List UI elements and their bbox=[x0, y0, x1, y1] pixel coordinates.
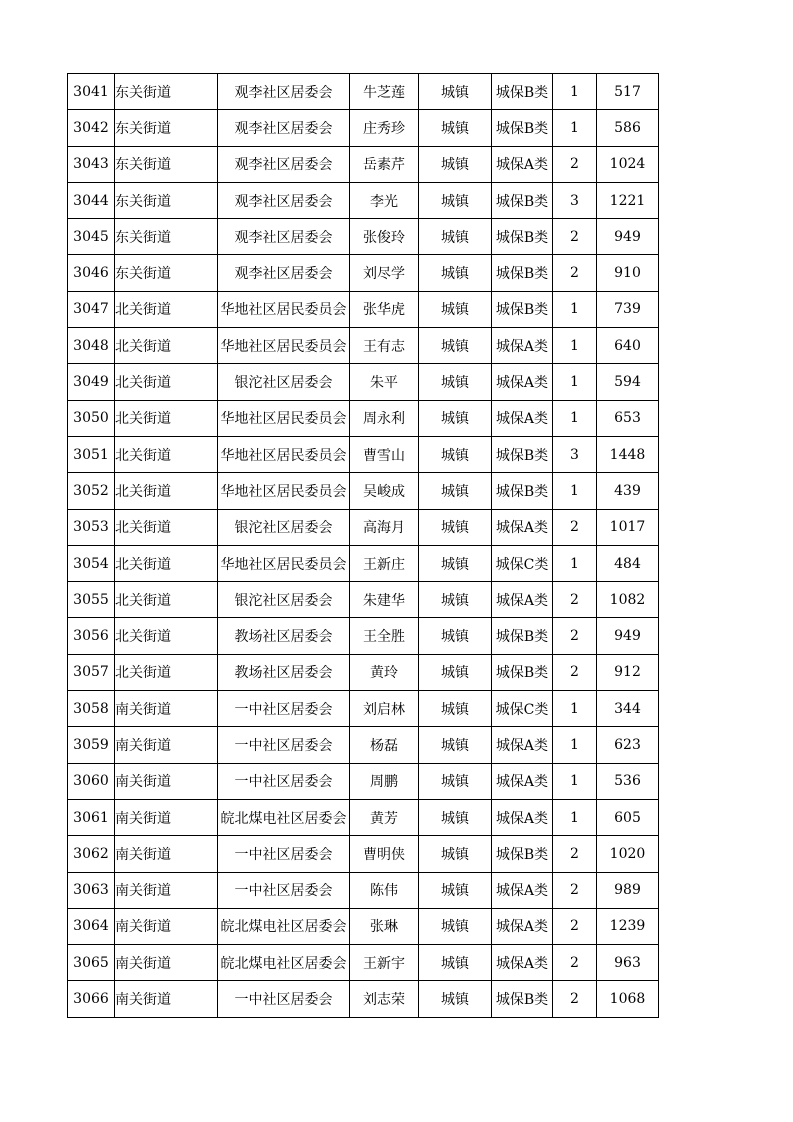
record-id-cell: 3058 bbox=[68, 691, 115, 727]
household-type-cell: 城镇 bbox=[419, 364, 492, 400]
record-id-cell: 3055 bbox=[68, 582, 115, 618]
community-cell: 观李社区居委会 bbox=[218, 74, 350, 110]
community-cell: 银沱社区居委会 bbox=[218, 509, 350, 545]
person-count-cell: 2 bbox=[553, 872, 597, 908]
category-cell: 城保B类 bbox=[492, 291, 553, 327]
street-cell: 南关街道 bbox=[115, 981, 218, 1017]
category-cell: 城保B类 bbox=[492, 618, 553, 654]
name-cell: 周鹏 bbox=[350, 763, 419, 799]
record-id-cell: 3062 bbox=[68, 836, 115, 872]
street-cell: 北关街道 bbox=[115, 400, 218, 436]
amount-cell: 536 bbox=[597, 763, 659, 799]
person-count-cell: 1 bbox=[553, 691, 597, 727]
community-cell: 华地社区居民委员会 bbox=[218, 473, 350, 509]
name-cell: 李光 bbox=[350, 182, 419, 218]
person-count-cell: 2 bbox=[553, 618, 597, 654]
record-id-cell: 3063 bbox=[68, 872, 115, 908]
category-cell: 城保B类 bbox=[492, 654, 553, 690]
amount-cell: 949 bbox=[597, 618, 659, 654]
person-count-cell: 2 bbox=[553, 945, 597, 981]
street-cell: 南关街道 bbox=[115, 763, 218, 799]
amount-cell: 640 bbox=[597, 328, 659, 364]
amount-cell: 653 bbox=[597, 400, 659, 436]
name-cell: 刘尽学 bbox=[350, 255, 419, 291]
table-row bbox=[68, 364, 659, 400]
table-row bbox=[68, 945, 659, 981]
community-cell: 一中社区居委会 bbox=[218, 691, 350, 727]
household-type-cell: 城镇 bbox=[419, 328, 492, 364]
name-cell: 朱平 bbox=[350, 364, 419, 400]
record-id-cell: 3066 bbox=[68, 981, 115, 1017]
amount-cell: 1082 bbox=[597, 582, 659, 618]
table-row bbox=[68, 74, 659, 110]
amount-cell: 1239 bbox=[597, 908, 659, 944]
household-type-cell: 城镇 bbox=[419, 945, 492, 981]
category-cell: 城保B类 bbox=[492, 219, 553, 255]
record-id-cell: 3054 bbox=[68, 545, 115, 581]
street-cell: 东关街道 bbox=[115, 182, 218, 218]
street-cell: 北关街道 bbox=[115, 473, 218, 509]
person-count-cell: 1 bbox=[553, 328, 597, 364]
name-cell: 刘启林 bbox=[350, 691, 419, 727]
household-type-cell: 城镇 bbox=[419, 291, 492, 327]
category-cell: 城保A类 bbox=[492, 872, 553, 908]
category-cell: 城保A类 bbox=[492, 727, 553, 763]
record-id-cell: 3050 bbox=[68, 400, 115, 436]
person-count-cell: 2 bbox=[553, 836, 597, 872]
category-cell: 城保A类 bbox=[492, 945, 553, 981]
community-cell: 一中社区居委会 bbox=[218, 872, 350, 908]
person-count-cell: 1 bbox=[553, 799, 597, 835]
household-type-cell: 城镇 bbox=[419, 654, 492, 690]
person-count-cell: 3 bbox=[553, 182, 597, 218]
table-row bbox=[68, 727, 659, 763]
person-count-cell: 2 bbox=[553, 146, 597, 182]
amount-cell: 963 bbox=[597, 945, 659, 981]
household-type-cell: 城镇 bbox=[419, 255, 492, 291]
street-cell: 南关街道 bbox=[115, 872, 218, 908]
person-count-cell: 1 bbox=[553, 291, 597, 327]
street-cell: 东关街道 bbox=[115, 110, 218, 146]
category-cell: 城保B类 bbox=[492, 74, 553, 110]
name-cell: 张华虎 bbox=[350, 291, 419, 327]
table-row bbox=[68, 436, 659, 472]
table-row bbox=[68, 291, 659, 327]
category-cell: 城保B类 bbox=[492, 981, 553, 1017]
amount-cell: 1448 bbox=[597, 436, 659, 472]
category-cell: 城保A类 bbox=[492, 146, 553, 182]
table-row bbox=[68, 872, 659, 908]
household-type-cell: 城镇 bbox=[419, 908, 492, 944]
person-count-cell: 1 bbox=[553, 473, 597, 509]
household-type-cell: 城镇 bbox=[419, 400, 492, 436]
table-row bbox=[68, 110, 659, 146]
amount-cell: 1024 bbox=[597, 146, 659, 182]
table-row bbox=[68, 328, 659, 364]
street-cell: 北关街道 bbox=[115, 328, 218, 364]
name-cell: 王新庄 bbox=[350, 545, 419, 581]
amount-cell: 1068 bbox=[597, 981, 659, 1017]
name-cell: 周永利 bbox=[350, 400, 419, 436]
table-row bbox=[68, 691, 659, 727]
name-cell: 岳素芹 bbox=[350, 146, 419, 182]
table-row bbox=[68, 400, 659, 436]
name-cell: 黄芳 bbox=[350, 799, 419, 835]
community-cell: 华地社区居民委员会 bbox=[218, 328, 350, 364]
amount-cell: 594 bbox=[597, 364, 659, 400]
community-cell: 银沱社区居委会 bbox=[218, 364, 350, 400]
amount-cell: 949 bbox=[597, 219, 659, 255]
record-id-cell: 3043 bbox=[68, 146, 115, 182]
category-cell: 城保A类 bbox=[492, 509, 553, 545]
record-id-cell: 3056 bbox=[68, 618, 115, 654]
table-row bbox=[68, 981, 659, 1017]
community-cell: 华地社区居民委员会 bbox=[218, 436, 350, 472]
record-id-cell: 3046 bbox=[68, 255, 115, 291]
street-cell: 北关街道 bbox=[115, 545, 218, 581]
category-cell: 城保A类 bbox=[492, 364, 553, 400]
category-cell: 城保C类 bbox=[492, 691, 553, 727]
community-cell: 银沱社区居委会 bbox=[218, 582, 350, 618]
table-row bbox=[68, 836, 659, 872]
community-cell: 教场社区居委会 bbox=[218, 654, 350, 690]
record-id-cell: 3065 bbox=[68, 945, 115, 981]
household-type-cell: 城镇 bbox=[419, 110, 492, 146]
person-count-cell: 2 bbox=[553, 219, 597, 255]
table-row bbox=[68, 219, 659, 255]
table-row bbox=[68, 255, 659, 291]
table-row bbox=[68, 146, 659, 182]
name-cell: 吴峻成 bbox=[350, 473, 419, 509]
amount-cell: 439 bbox=[597, 473, 659, 509]
household-type-cell: 城镇 bbox=[419, 618, 492, 654]
name-cell: 牛芝莲 bbox=[350, 74, 419, 110]
amount-cell: 912 bbox=[597, 654, 659, 690]
street-cell: 北关街道 bbox=[115, 509, 218, 545]
table-row bbox=[68, 654, 659, 690]
table-row bbox=[68, 182, 659, 218]
amount-cell: 605 bbox=[597, 799, 659, 835]
name-cell: 高海月 bbox=[350, 509, 419, 545]
name-cell: 庄秀珍 bbox=[350, 110, 419, 146]
community-cell: 一中社区居委会 bbox=[218, 727, 350, 763]
person-count-cell: 1 bbox=[553, 763, 597, 799]
record-id-cell: 3060 bbox=[68, 763, 115, 799]
community-cell: 观李社区居委会 bbox=[218, 110, 350, 146]
household-type-cell: 城镇 bbox=[419, 981, 492, 1017]
community-cell: 皖北煤电社区居委会 bbox=[218, 799, 350, 835]
name-cell: 杨磊 bbox=[350, 727, 419, 763]
category-cell: 城保A类 bbox=[492, 799, 553, 835]
household-type-cell: 城镇 bbox=[419, 691, 492, 727]
person-count-cell: 1 bbox=[553, 110, 597, 146]
category-cell: 城保B类 bbox=[492, 436, 553, 472]
community-cell: 观李社区居委会 bbox=[218, 255, 350, 291]
amount-cell: 517 bbox=[597, 74, 659, 110]
amount-cell: 989 bbox=[597, 872, 659, 908]
household-type-cell: 城镇 bbox=[419, 799, 492, 835]
name-cell: 王全胜 bbox=[350, 618, 419, 654]
community-cell: 皖北煤电社区居委会 bbox=[218, 945, 350, 981]
person-count-cell: 2 bbox=[553, 509, 597, 545]
household-type-cell: 城镇 bbox=[419, 872, 492, 908]
table-row bbox=[68, 763, 659, 799]
name-cell: 王有志 bbox=[350, 328, 419, 364]
amount-cell: 623 bbox=[597, 727, 659, 763]
category-cell: 城保B类 bbox=[492, 110, 553, 146]
household-type-cell: 城镇 bbox=[419, 473, 492, 509]
community-cell: 观李社区居委会 bbox=[218, 146, 350, 182]
table-row bbox=[68, 545, 659, 581]
category-cell: 城保B类 bbox=[492, 473, 553, 509]
person-count-cell: 1 bbox=[553, 400, 597, 436]
community-cell: 皖北煤电社区居委会 bbox=[218, 908, 350, 944]
community-cell: 华地社区居民委员会 bbox=[218, 400, 350, 436]
street-cell: 北关街道 bbox=[115, 364, 218, 400]
table-row bbox=[68, 799, 659, 835]
community-cell: 观李社区居委会 bbox=[218, 182, 350, 218]
amount-cell: 1017 bbox=[597, 509, 659, 545]
community-cell: 华地社区居民委员会 bbox=[218, 545, 350, 581]
record-id-cell: 3064 bbox=[68, 908, 115, 944]
record-id-cell: 3061 bbox=[68, 799, 115, 835]
person-count-cell: 1 bbox=[553, 74, 597, 110]
household-type-cell: 城镇 bbox=[419, 219, 492, 255]
household-type-cell: 城镇 bbox=[419, 763, 492, 799]
table-row bbox=[68, 908, 659, 944]
record-id-cell: 3041 bbox=[68, 74, 115, 110]
records-table-body bbox=[68, 74, 659, 1018]
category-cell: 城保A类 bbox=[492, 328, 553, 364]
record-id-cell: 3052 bbox=[68, 473, 115, 509]
table-row bbox=[68, 509, 659, 545]
record-id-cell: 3051 bbox=[68, 436, 115, 472]
record-id-cell: 3045 bbox=[68, 219, 115, 255]
name-cell: 曹雪山 bbox=[350, 436, 419, 472]
category-cell: 城保A类 bbox=[492, 582, 553, 618]
street-cell: 北关街道 bbox=[115, 436, 218, 472]
street-cell: 东关街道 bbox=[115, 219, 218, 255]
record-id-cell: 3044 bbox=[68, 182, 115, 218]
community-cell: 一中社区居委会 bbox=[218, 836, 350, 872]
amount-cell: 910 bbox=[597, 255, 659, 291]
name-cell: 张俊玲 bbox=[350, 219, 419, 255]
household-type-cell: 城镇 bbox=[419, 836, 492, 872]
street-cell: 北关街道 bbox=[115, 582, 218, 618]
street-cell: 北关街道 bbox=[115, 618, 218, 654]
category-cell: 城保B类 bbox=[492, 182, 553, 218]
table-row bbox=[68, 473, 659, 509]
community-cell: 教场社区居委会 bbox=[218, 618, 350, 654]
records-table bbox=[67, 73, 659, 1018]
household-type-cell: 城镇 bbox=[419, 74, 492, 110]
amount-cell: 1020 bbox=[597, 836, 659, 872]
person-count-cell: 2 bbox=[553, 981, 597, 1017]
person-count-cell: 1 bbox=[553, 545, 597, 581]
household-type-cell: 城镇 bbox=[419, 146, 492, 182]
household-type-cell: 城镇 bbox=[419, 436, 492, 472]
name-cell: 朱建华 bbox=[350, 582, 419, 618]
category-cell: 城保B类 bbox=[492, 255, 553, 291]
street-cell: 北关街道 bbox=[115, 654, 218, 690]
name-cell: 黄玲 bbox=[350, 654, 419, 690]
record-id-cell: 3048 bbox=[68, 328, 115, 364]
community-cell: 一中社区居委会 bbox=[218, 763, 350, 799]
name-cell: 陈伟 bbox=[350, 872, 419, 908]
household-type-cell: 城镇 bbox=[419, 182, 492, 218]
person-count-cell: 1 bbox=[553, 727, 597, 763]
amount-cell: 1221 bbox=[597, 182, 659, 218]
street-cell: 南关街道 bbox=[115, 908, 218, 944]
household-type-cell: 城镇 bbox=[419, 582, 492, 618]
category-cell: 城保A类 bbox=[492, 400, 553, 436]
record-id-cell: 3053 bbox=[68, 509, 115, 545]
category-cell: 城保A类 bbox=[492, 763, 553, 799]
household-type-cell: 城镇 bbox=[419, 545, 492, 581]
street-cell: 南关街道 bbox=[115, 836, 218, 872]
record-id-cell: 3047 bbox=[68, 291, 115, 327]
community-cell: 一中社区居委会 bbox=[218, 981, 350, 1017]
record-id-cell: 3042 bbox=[68, 110, 115, 146]
category-cell: 城保B类 bbox=[492, 836, 553, 872]
person-count-cell: 2 bbox=[553, 255, 597, 291]
street-cell: 南关街道 bbox=[115, 945, 218, 981]
amount-cell: 344 bbox=[597, 691, 659, 727]
table-row bbox=[68, 618, 659, 654]
street-cell: 东关街道 bbox=[115, 255, 218, 291]
person-count-cell: 1 bbox=[553, 364, 597, 400]
name-cell: 曹明侠 bbox=[350, 836, 419, 872]
table-row bbox=[68, 582, 659, 618]
community-cell: 华地社区居民委员会 bbox=[218, 291, 350, 327]
street-cell: 东关街道 bbox=[115, 146, 218, 182]
person-count-cell: 2 bbox=[553, 582, 597, 618]
amount-cell: 484 bbox=[597, 545, 659, 581]
street-cell: 南关街道 bbox=[115, 691, 218, 727]
street-cell: 南关街道 bbox=[115, 799, 218, 835]
category-cell: 城保A类 bbox=[492, 908, 553, 944]
street-cell: 东关街道 bbox=[115, 74, 218, 110]
name-cell: 王新宇 bbox=[350, 945, 419, 981]
person-count-cell: 2 bbox=[553, 908, 597, 944]
person-count-cell: 3 bbox=[553, 436, 597, 472]
record-id-cell: 3059 bbox=[68, 727, 115, 763]
person-count-cell: 2 bbox=[553, 654, 597, 690]
household-type-cell: 城镇 bbox=[419, 727, 492, 763]
community-cell: 观李社区居委会 bbox=[218, 219, 350, 255]
record-id-cell: 3049 bbox=[68, 364, 115, 400]
household-type-cell: 城镇 bbox=[419, 509, 492, 545]
street-cell: 南关街道 bbox=[115, 727, 218, 763]
record-id-cell: 3057 bbox=[68, 654, 115, 690]
street-cell: 北关街道 bbox=[115, 291, 218, 327]
amount-cell: 586 bbox=[597, 110, 659, 146]
name-cell: 刘志荣 bbox=[350, 981, 419, 1017]
name-cell: 张琳 bbox=[350, 908, 419, 944]
category-cell: 城保C类 bbox=[492, 545, 553, 581]
amount-cell: 739 bbox=[597, 291, 659, 327]
